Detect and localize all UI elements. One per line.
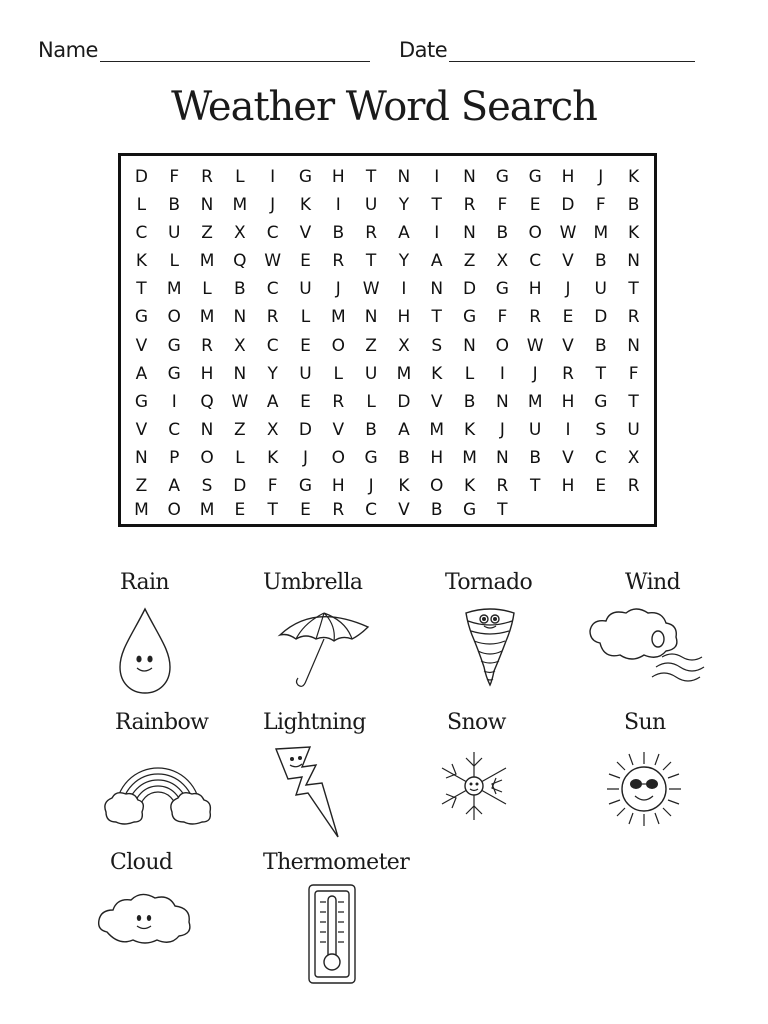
grid-letter[interactable]: S [201,475,213,496]
grid-letter[interactable]: S [595,419,607,440]
rainbow-icon [100,750,216,828]
grid-letter[interactable]: C [266,335,279,356]
grid-letter[interactable]: V [135,419,148,440]
grid-letter[interactable]: L [366,391,376,412]
grid-letter[interactable]: H [331,167,345,188]
grid-letter[interactable]: N [627,251,640,272]
grid-letter[interactable]: M [429,419,445,440]
grid-letter[interactable]: B [234,279,246,300]
grid-letter[interactable]: D [134,167,148,188]
grid-letter[interactable]: I [270,167,276,188]
grid-letter[interactable]: T [628,279,639,300]
grid-letter[interactable]: W [526,335,544,356]
grid-letter[interactable]: K [267,447,279,468]
grid-letter[interactable]: B [496,223,509,244]
raindrop-icon [112,605,178,697]
grid-letter[interactable]: C [135,223,148,244]
grid-letter[interactable]: E [300,335,311,356]
grid-letter[interactable]: J [335,279,341,300]
grid-letter[interactable]: M [232,195,248,216]
grid-letter[interactable]: V [430,391,443,412]
date-blank-line[interactable] [449,39,695,62]
grid-letter[interactable]: J [270,195,276,216]
grid-letter[interactable]: X [234,223,246,244]
grid-letter[interactable]: V [299,223,312,244]
grid-letter[interactable]: K [463,475,476,496]
grid-letter[interactable]: T [497,500,508,520]
grid-letter[interactable]: D [298,419,313,440]
grid-letter[interactable]: G [134,391,148,412]
grid-letter[interactable]: R [201,167,213,188]
grid-letter[interactable]: Z [463,251,476,272]
grid-letter[interactable]: U [299,363,312,384]
grid-letter[interactable]: K [463,419,476,440]
grid-letter[interactable]: A [266,391,279,412]
grid-letter[interactable]: L [333,363,344,384]
grid-letter[interactable]: H [430,447,444,468]
grid-letter[interactable]: H [528,279,542,300]
grid-letter[interactable]: U [364,195,378,216]
thermometer-icon [306,882,358,988]
grid-letter[interactable]: W [362,279,380,300]
grid-letter[interactable]: M [199,307,215,328]
grid-letter[interactable]: C [266,223,279,244]
grid-letter[interactable]: G [167,363,181,384]
grid-letter[interactable]: N [627,335,640,356]
grid-letter[interactable]: Z [135,475,148,496]
grid-letter[interactable]: L [202,279,212,300]
grid-letter[interactable]: L [300,307,311,328]
grid-letter[interactable]: N [463,335,476,356]
grid-letter[interactable]: N [495,447,509,468]
grid-letter[interactable]: V [562,335,574,356]
grid-letter[interactable]: V [332,419,345,440]
grid-letter[interactable]: U [627,419,640,440]
word-label-cloud: Cloud [110,850,173,875]
grid-letter[interactable]: R [627,475,640,496]
grid-letter[interactable]: M [199,500,215,520]
grid-letter[interactable]: W [231,391,249,412]
wind-icon [586,605,710,691]
grid-letter[interactable]: F [628,363,639,384]
grid-letter[interactable]: N [364,307,378,328]
word-label-lightning: Lightning [263,710,366,735]
grid-letter[interactable]: M [462,447,477,468]
grid-letter[interactable]: U [364,363,378,384]
grid-letter[interactable]: T [628,391,639,412]
grid-letter[interactable]: B [627,195,640,216]
grid-letter[interactable]: D [462,279,477,300]
grid-letter[interactable]: C [594,447,607,468]
grid-letter[interactable]: I [565,419,571,440]
grid-letter[interactable]: A [398,223,410,244]
grid-letter[interactable]: A [168,475,181,496]
grid-letter[interactable]: N [463,167,476,188]
grid-letter[interactable]: I [434,223,440,244]
grid-letter[interactable]: C [266,279,279,300]
grid-letter[interactable]: I [401,279,407,300]
grid-letter[interactable]: X [496,251,509,272]
grid-letter[interactable]: T [431,195,442,216]
grid-letter[interactable]: H [200,363,214,384]
grid-letter[interactable]: B [529,447,541,468]
word-label-umbrella: Umbrella [263,570,363,595]
grid-letter[interactable]: G [364,447,378,468]
word-label-sun: Sun [624,710,666,735]
date-label: Date [399,38,448,62]
grid-letter[interactable]: C [529,251,542,272]
grid-letter[interactable]: C [168,419,181,440]
grid-letter[interactable]: D [397,391,411,412]
grid-letter[interactable]: Y [398,195,410,216]
grid-letter[interactable]: K [135,251,147,272]
grid-letter[interactable]: R [463,195,476,216]
grid-letter[interactable]: E [300,500,311,520]
grid-letter[interactable]: U [594,279,607,300]
grid-letter[interactable]: T [136,279,147,300]
grid-letter[interactable]: Y [398,251,410,272]
grid-letter[interactable]: V [135,335,148,356]
grid-letter[interactable]: Q [200,391,214,412]
word-label-wind: Wind [625,570,681,595]
word-label-thermometer: Thermometer [263,850,410,875]
grid-letter[interactable]: N [463,223,476,244]
grid-letter[interactable]: F [595,195,606,216]
grid-letter[interactable]: Y [267,363,278,384]
grid-letter[interactable]: N [135,447,148,468]
grid-letter[interactable]: L [235,447,245,468]
grid-letter[interactable]: G [298,475,313,496]
umbrella-icon [274,605,374,693]
word-label-snow: Snow [447,710,506,735]
grid-letter[interactable]: R [332,391,345,412]
grid-letter[interactable]: N [430,279,444,300]
grid-letter[interactable]: R [627,307,640,328]
grid-letter[interactable]: R [266,307,279,328]
grid-letter[interactable]: N [233,363,247,384]
grid-letter[interactable]: R [332,500,345,520]
grid-letter[interactable]: R [201,335,213,356]
grid-letter[interactable]: X [398,335,410,356]
grid-letter[interactable]: E [300,391,311,412]
grid-letter[interactable]: O [331,447,345,468]
grid-letter[interactable]: T [431,307,442,328]
grid-letter[interactable]: K [628,223,640,244]
grid-letter[interactable]: H [397,307,411,328]
grid-letter[interactable]: U [528,419,542,440]
lightning-icon [272,745,344,841]
grid-letter[interactable]: X [234,335,246,356]
grid-letter[interactable]: T [529,475,541,496]
grid-letter[interactable]: G [495,167,509,188]
grid-letter[interactable]: R [529,307,542,328]
word-label-rain: Rain [120,570,169,595]
grid-letter[interactable]: E [300,251,311,272]
grid-letter[interactable]: E [529,195,541,216]
grid-letter[interactable]: E [595,475,607,496]
grid-letter[interactable]: R [562,363,574,384]
grid-letter[interactable]: R [365,223,377,244]
grid-letter[interactable]: V [398,500,410,520]
grid-letter[interactable]: Q [233,251,247,272]
word-label-rainbow: Rainbow [115,710,209,735]
grid-letter[interactable]: F [267,475,278,496]
grid-letter[interactable]: M [396,363,412,384]
snowflake-icon [436,748,512,824]
grid-letter[interactable]: G [528,167,542,188]
grid-letter[interactable]: J [532,363,538,384]
grid-letter[interactable]: N [200,419,214,440]
grid-letter[interactable]: G [462,500,477,520]
grid-letter[interactable]: F [169,167,180,188]
grid-letter[interactable]: R [332,251,345,272]
grid-letter[interactable]: M [527,391,543,412]
grid-letter[interactable]: B [463,391,476,412]
grid-letter[interactable]: A [398,419,410,440]
grid-letter[interactable]: O [167,500,181,520]
grid-letter[interactable]: A [430,251,443,272]
name-field[interactable] [38,38,370,62]
grid-letter[interactable]: K [628,167,640,188]
grid-letter[interactable]: C [365,500,378,520]
grid-letter[interactable]: S [431,335,443,356]
grid-letter[interactable]: D [594,307,608,328]
grid-letter[interactable]: B [332,223,345,244]
grid-letter[interactable]: K [299,195,312,216]
grid-letter[interactable]: T [365,251,377,272]
grid-letter[interactable]: G [298,167,313,188]
grid-letter[interactable]: M [593,223,609,244]
grid-letter[interactable]: W [264,251,282,272]
grid-letter[interactable]: M [166,279,182,300]
grid-letter[interactable]: F [497,195,508,216]
grid-letter[interactable]: O [495,335,510,356]
grid-letter[interactable]: N [495,391,509,412]
name-blank-line[interactable] [100,39,370,62]
grid-letter[interactable]: T [365,167,377,188]
grid-letter[interactable]: I [434,167,440,188]
grid-letter[interactable]: G [462,307,477,328]
grid-letter[interactable]: M [199,251,215,272]
grid-letter[interactable]: G [134,307,148,328]
grid-letter[interactable]: H [561,475,575,496]
grid-letter[interactable]: B [594,335,607,356]
grid-letter[interactable]: K [398,475,410,496]
worksheet-title: Weather Word Search [171,84,597,130]
grid-letter[interactable]: P [169,447,180,468]
grid-letter[interactable]: N [233,307,247,328]
grid-letter[interactable]: D [561,195,575,216]
grid-letter[interactable]: J [368,475,374,496]
grid-letter[interactable]: Z [234,419,246,440]
name-label: Name [38,38,98,62]
grid-letter[interactable]: J [598,167,604,188]
grid-letter[interactable]: I [171,391,177,412]
grid-letter[interactable]: X [266,419,279,440]
grid-letter[interactable]: B [168,195,181,216]
grid-letter[interactable]: L [464,363,475,384]
grid-letter[interactable]: H [561,167,575,188]
grid-letter[interactable]: O [528,223,542,244]
grid-letter[interactable]: B [430,500,443,520]
tornado-icon [462,605,518,689]
grid-letter[interactable]: O [331,335,345,356]
grid-letter[interactable]: V [562,447,574,468]
grid-letter[interactable]: G [167,335,181,356]
grid-letter[interactable]: L [136,195,147,216]
word-search-grid [118,153,657,527]
grid-letter[interactable]: I [335,195,341,216]
grid-letter[interactable]: J [499,419,505,440]
grid-letter[interactable]: R [496,475,509,496]
date-field[interactable] [399,38,695,62]
grid-letter[interactable]: E [562,307,574,328]
grid-letter[interactable]: W [559,223,577,244]
grid-letter[interactable]: G [495,279,509,300]
grid-letter[interactable]: B [398,447,410,468]
grid-letter[interactable]: M [330,307,346,328]
grid-letter[interactable]: Z [365,335,377,356]
grid-letter[interactable]: G [594,391,608,412]
grid-letter[interactable]: N [397,167,411,188]
grid-letter[interactable]: O [200,447,214,468]
word-label-tornado: Tornado [445,570,533,595]
grid-letter[interactable]: Z [201,223,213,244]
grid-letter[interactable]: L [235,167,245,188]
grid-letter[interactable]: J [565,279,571,300]
grid-letter[interactable]: B [365,419,377,440]
grid-letter[interactable]: H [561,391,575,412]
grid-letter[interactable]: E [234,500,246,520]
grid-letter[interactable]: A [135,363,148,384]
grid-letter[interactable]: H [331,475,345,496]
grid-letter[interactable]: B [594,251,607,272]
sun-icon [603,748,685,830]
grid-letter[interactable]: O [430,475,444,496]
grid-letter[interactable]: U [167,223,181,244]
grid-letter[interactable]: O [167,307,181,328]
grid-letter[interactable]: M [134,500,149,520]
cloud-icon [95,888,195,948]
grid-letter[interactable]: J [302,447,308,468]
grid-letter[interactable]: X [627,447,640,468]
grid-letter[interactable]: U [299,279,312,300]
grid-letter[interactable]: T [267,500,278,520]
grid-letter[interactable]: T [595,363,606,384]
grid-letter[interactable]: F [497,307,508,328]
grid-letter[interactable]: K [431,363,443,384]
grid-letter[interactable]: I [499,363,505,384]
grid-letter[interactable]: V [562,251,574,272]
grid-letter[interactable]: D [233,475,247,496]
grid-letter[interactable]: N [200,195,214,216]
grid-letter[interactable]: L [169,251,179,272]
